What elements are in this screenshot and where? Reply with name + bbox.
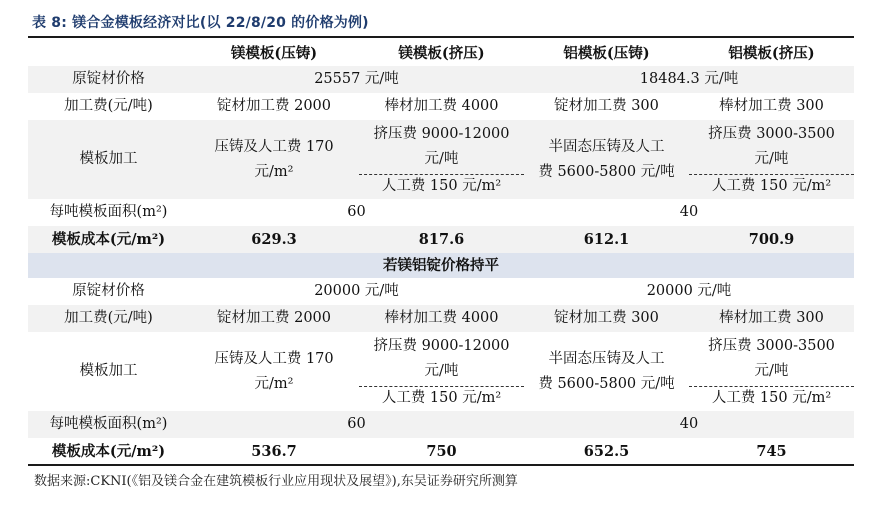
s1-template-row bbox=[28, 120, 854, 199]
s1-cost-al-ext: 700.9 bbox=[748, 231, 795, 248]
s2-al-ingot-price: 20000 元/吨 bbox=[646, 283, 732, 299]
s1-proc-mg-die: 锭材加工费 2000 bbox=[216, 98, 331, 114]
s2-proc-row bbox=[28, 305, 854, 332]
s1-mg-die-cell bbox=[189, 120, 359, 199]
s2-area-row bbox=[28, 411, 854, 438]
s1-mg-area: 60 bbox=[347, 204, 366, 220]
s2-al-ext-labor: 人工费 150 元/m² bbox=[711, 390, 832, 406]
s1-mg-ext-line1: 挤压费 9000-12000 bbox=[373, 126, 510, 142]
s2-proc-mg-die: 锭材加工费 2000 bbox=[216, 310, 331, 326]
s1-cost-label: 模板成本(元/m²) bbox=[51, 231, 166, 248]
s2-mg-area: 60 bbox=[347, 416, 366, 432]
s1-mg-ingot-price: 25557 元/吨 bbox=[314, 71, 399, 87]
s1-ingot-label: 原锭材价格 bbox=[72, 71, 145, 87]
s1-template-label: 模板加工 bbox=[79, 151, 138, 167]
header-blank bbox=[28, 40, 189, 66]
s2-cost-label: 模板成本(元/m²) bbox=[51, 442, 166, 460]
s2-mg-ext-cell bbox=[359, 332, 524, 386]
section-title: 若镁铝锭价格持平 bbox=[383, 257, 499, 274]
s1-mg-die-line2: 元/m² bbox=[254, 163, 294, 180]
s2-mg-die-cell bbox=[189, 332, 359, 411]
header-mg-die: 镁模板(压铸) bbox=[230, 44, 318, 62]
s1-cost-row bbox=[28, 226, 854, 253]
s2-al-ext-line1: 挤压费 3000-3500 bbox=[708, 338, 835, 354]
s2-cost-row bbox=[28, 438, 854, 464]
s2-mg-ingot-price: 20000 元/吨 bbox=[314, 283, 399, 299]
s2-proc-al-ext: 棒材加工费 300 bbox=[719, 310, 824, 326]
s2-area-label: 每吨模板面积(m²) bbox=[49, 416, 168, 432]
s2-al-die-line2: 费 5600-5800 元/吨 bbox=[538, 375, 675, 392]
s1-area-label: 每吨模板面积(m²) bbox=[49, 204, 168, 220]
table-bottom-rule bbox=[28, 464, 854, 466]
s1-cost-al-die: 612.1 bbox=[583, 231, 630, 248]
s2-cost-al-ext: 745 bbox=[756, 442, 787, 460]
s2-cost-mg-die: 536.7 bbox=[251, 442, 297, 460]
s1-ingot-row bbox=[28, 66, 854, 93]
s1-al-ext-line2: 元/吨 bbox=[754, 151, 789, 167]
s1-al-ingot-price: 18484.3 元/吨 bbox=[639, 71, 739, 87]
table-caption: 表 8: 镁合金模板经济对比(以 22/8/20 的价格为例) bbox=[32, 15, 369, 31]
s2-mg-die-line2: 元/m² bbox=[254, 375, 294, 392]
s2-al-die-line1: 半固态压铸及人工 bbox=[548, 350, 665, 367]
s1-mg-die-line1: 压铸及人工费 170 bbox=[214, 138, 334, 155]
s2-ingot-label: 原锭材价格 bbox=[72, 283, 145, 299]
s1-proc-label: 加工费(元/吨) bbox=[64, 98, 153, 114]
s1-mg-ext-line2: 元/吨 bbox=[424, 151, 459, 167]
s1-cost-mg-ext: 817.6 bbox=[418, 231, 465, 248]
s1-proc-mg-ext: 棒材加工费 4000 bbox=[384, 98, 499, 114]
table-top-rule bbox=[28, 36, 854, 38]
table-header-row bbox=[28, 40, 854, 66]
s2-cost-al-die: 652.5 bbox=[583, 442, 630, 460]
s1-al-ext-cell bbox=[689, 120, 854, 174]
source-note: 数据来源:CKNI(《铝及镁合金在建筑模板行业应用现状及展望》),东吴证券研究所测算 bbox=[34, 474, 518, 489]
s2-mg-ext-line2: 元/吨 bbox=[424, 363, 459, 379]
s2-al-ext-line2: 元/吨 bbox=[754, 363, 789, 379]
s1-al-ext-line1: 挤压费 3000-3500 bbox=[708, 126, 835, 142]
header-al-ext: 铝模板(挤压) bbox=[728, 44, 815, 62]
s2-template-row bbox=[28, 332, 854, 411]
s1-area-row bbox=[28, 199, 854, 226]
s1-al-die-cell bbox=[524, 120, 689, 199]
s2-proc-al-die: 锭材加工费 300 bbox=[554, 310, 659, 326]
s2-mg-ext-labor: 人工费 150 元/m² bbox=[381, 390, 502, 406]
s1-proc-row bbox=[28, 93, 854, 120]
header-al-die: 铝模板(压铸) bbox=[563, 44, 650, 62]
s1-mg-ext-labor: 人工费 150 元/m² bbox=[381, 178, 502, 194]
s2-al-die-cell bbox=[524, 332, 689, 411]
s2-mg-ext-line1: 挤压费 9000-12000 bbox=[373, 338, 510, 354]
s1-proc-al-die: 锭材加工费 300 bbox=[554, 98, 659, 114]
s2-cost-mg-ext: 750 bbox=[426, 442, 457, 460]
s1-al-die-line2: 费 5600-5800 元/吨 bbox=[538, 163, 675, 180]
section-title-row bbox=[28, 253, 854, 278]
s1-al-die-line1: 半固态压铸及人工 bbox=[548, 138, 665, 155]
s2-al-area: 40 bbox=[679, 416, 699, 432]
s2-proc-mg-ext: 棒材加工费 4000 bbox=[384, 310, 499, 326]
s2-al-ext-cell bbox=[689, 332, 854, 386]
s1-al-ext-labor: 人工费 150 元/m² bbox=[711, 178, 832, 194]
header-mg-ext: 镁模板(挤压) bbox=[398, 44, 485, 62]
s2-mg-die-line1: 压铸及人工费 170 bbox=[214, 350, 334, 367]
s2-template-label: 模板加工 bbox=[79, 363, 138, 379]
s2-proc-label: 加工费(元/吨) bbox=[64, 310, 153, 326]
s1-al-area: 40 bbox=[679, 204, 699, 220]
s1-cost-mg-die: 629.3 bbox=[251, 231, 297, 248]
s1-mg-ext-cell bbox=[359, 120, 524, 174]
s2-ingot-row bbox=[28, 278, 854, 305]
s1-proc-al-ext: 棒材加工费 300 bbox=[719, 98, 824, 114]
